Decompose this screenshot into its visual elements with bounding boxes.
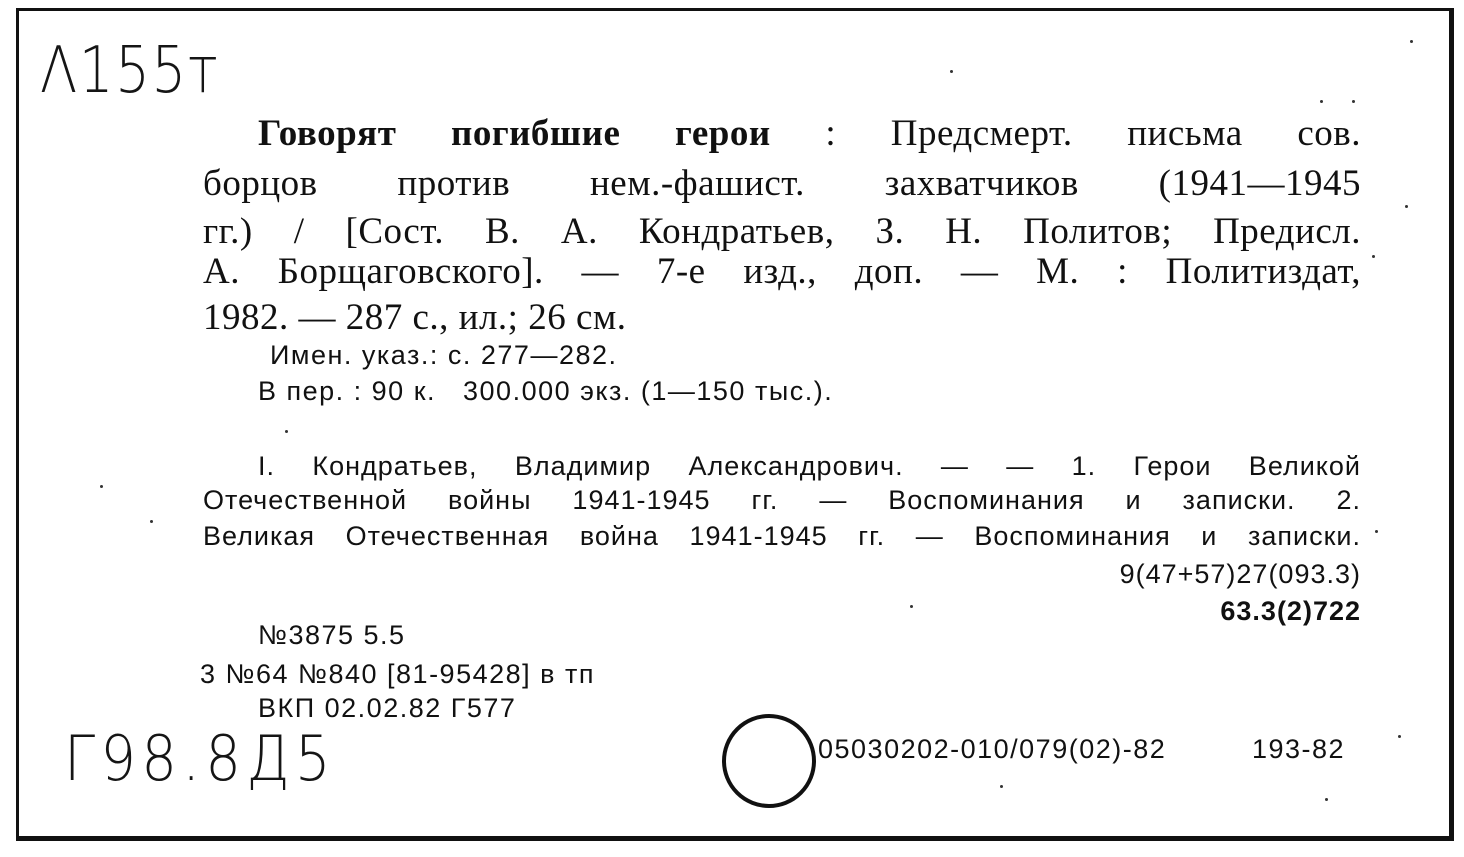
bottom-code: 05030202-010/079(02)-82: [818, 734, 1167, 764]
speck: [285, 430, 288, 433]
handwritten-shelf-mark: Г98.8Д5: [64, 722, 336, 795]
entry-line-3: гг.) / [Сост. В. А. Кондратьев, З. Н. Политов; Предисл.: [203, 211, 1361, 252]
bottom-number: 193-82: [1252, 734, 1346, 764]
speck: [950, 70, 953, 73]
speck: [1405, 205, 1408, 208]
stamp-circle: [722, 714, 816, 808]
tracing-line-3: Великая Отечественная война 1941-1945 гг. — Воспоминания и записки.: [203, 521, 1361, 551]
speck: [1320, 100, 1323, 103]
production-line-3: ВКП 02.02.82 Г577: [258, 693, 517, 723]
speck: [100, 485, 103, 488]
speck: [1352, 100, 1355, 103]
tracing-line-1: I. Кондратьев, Владимир Александрович. — — 1. Герои Великой: [258, 451, 1361, 481]
entry-title-rest: : Предсмерт. письма сов.: [770, 113, 1362, 154]
speck: [1372, 255, 1375, 258]
speck: [1410, 40, 1413, 43]
speck: [1325, 798, 1328, 801]
entry-line-5: 1982. — 287 с., ил.; 26 см.: [203, 297, 627, 338]
production-line-1: №3875 5.5: [258, 620, 406, 650]
entry-line-2: борцов против нем.-фашист. захватчиков (1941—1945: [203, 163, 1361, 204]
price-line: В пер. : 90 к. 300.000 экз. (1—150 тыс.).: [258, 376, 834, 406]
index-note: Имен. указ.: с. 277—282.: [270, 340, 618, 370]
udc-index: 9(47+57)27(093.3): [1119, 559, 1361, 589]
production-line-2: 3 №64 №840 [81-95428] в тп: [200, 659, 595, 689]
handwritten-call-number: Λ155т: [40, 34, 220, 108]
tracing-line-2: Отечественной войны 1941-1945 гг. — Воспоминания и записки. 2.: [203, 485, 1361, 515]
entry-title: Говорят погибшие герои: [258, 113, 771, 154]
speck: [1000, 785, 1003, 788]
speck: [910, 605, 913, 608]
bbk-index: 63.3(2)722: [1220, 596, 1361, 626]
entry-line-1: [258, 112, 1361, 155]
speck: [1375, 530, 1378, 533]
entry-line-4: А. Борщаговского]. — 7-е изд., доп. — М. : Политиздат,: [203, 251, 1361, 292]
speck: [150, 520, 153, 523]
speck: [1398, 735, 1401, 738]
